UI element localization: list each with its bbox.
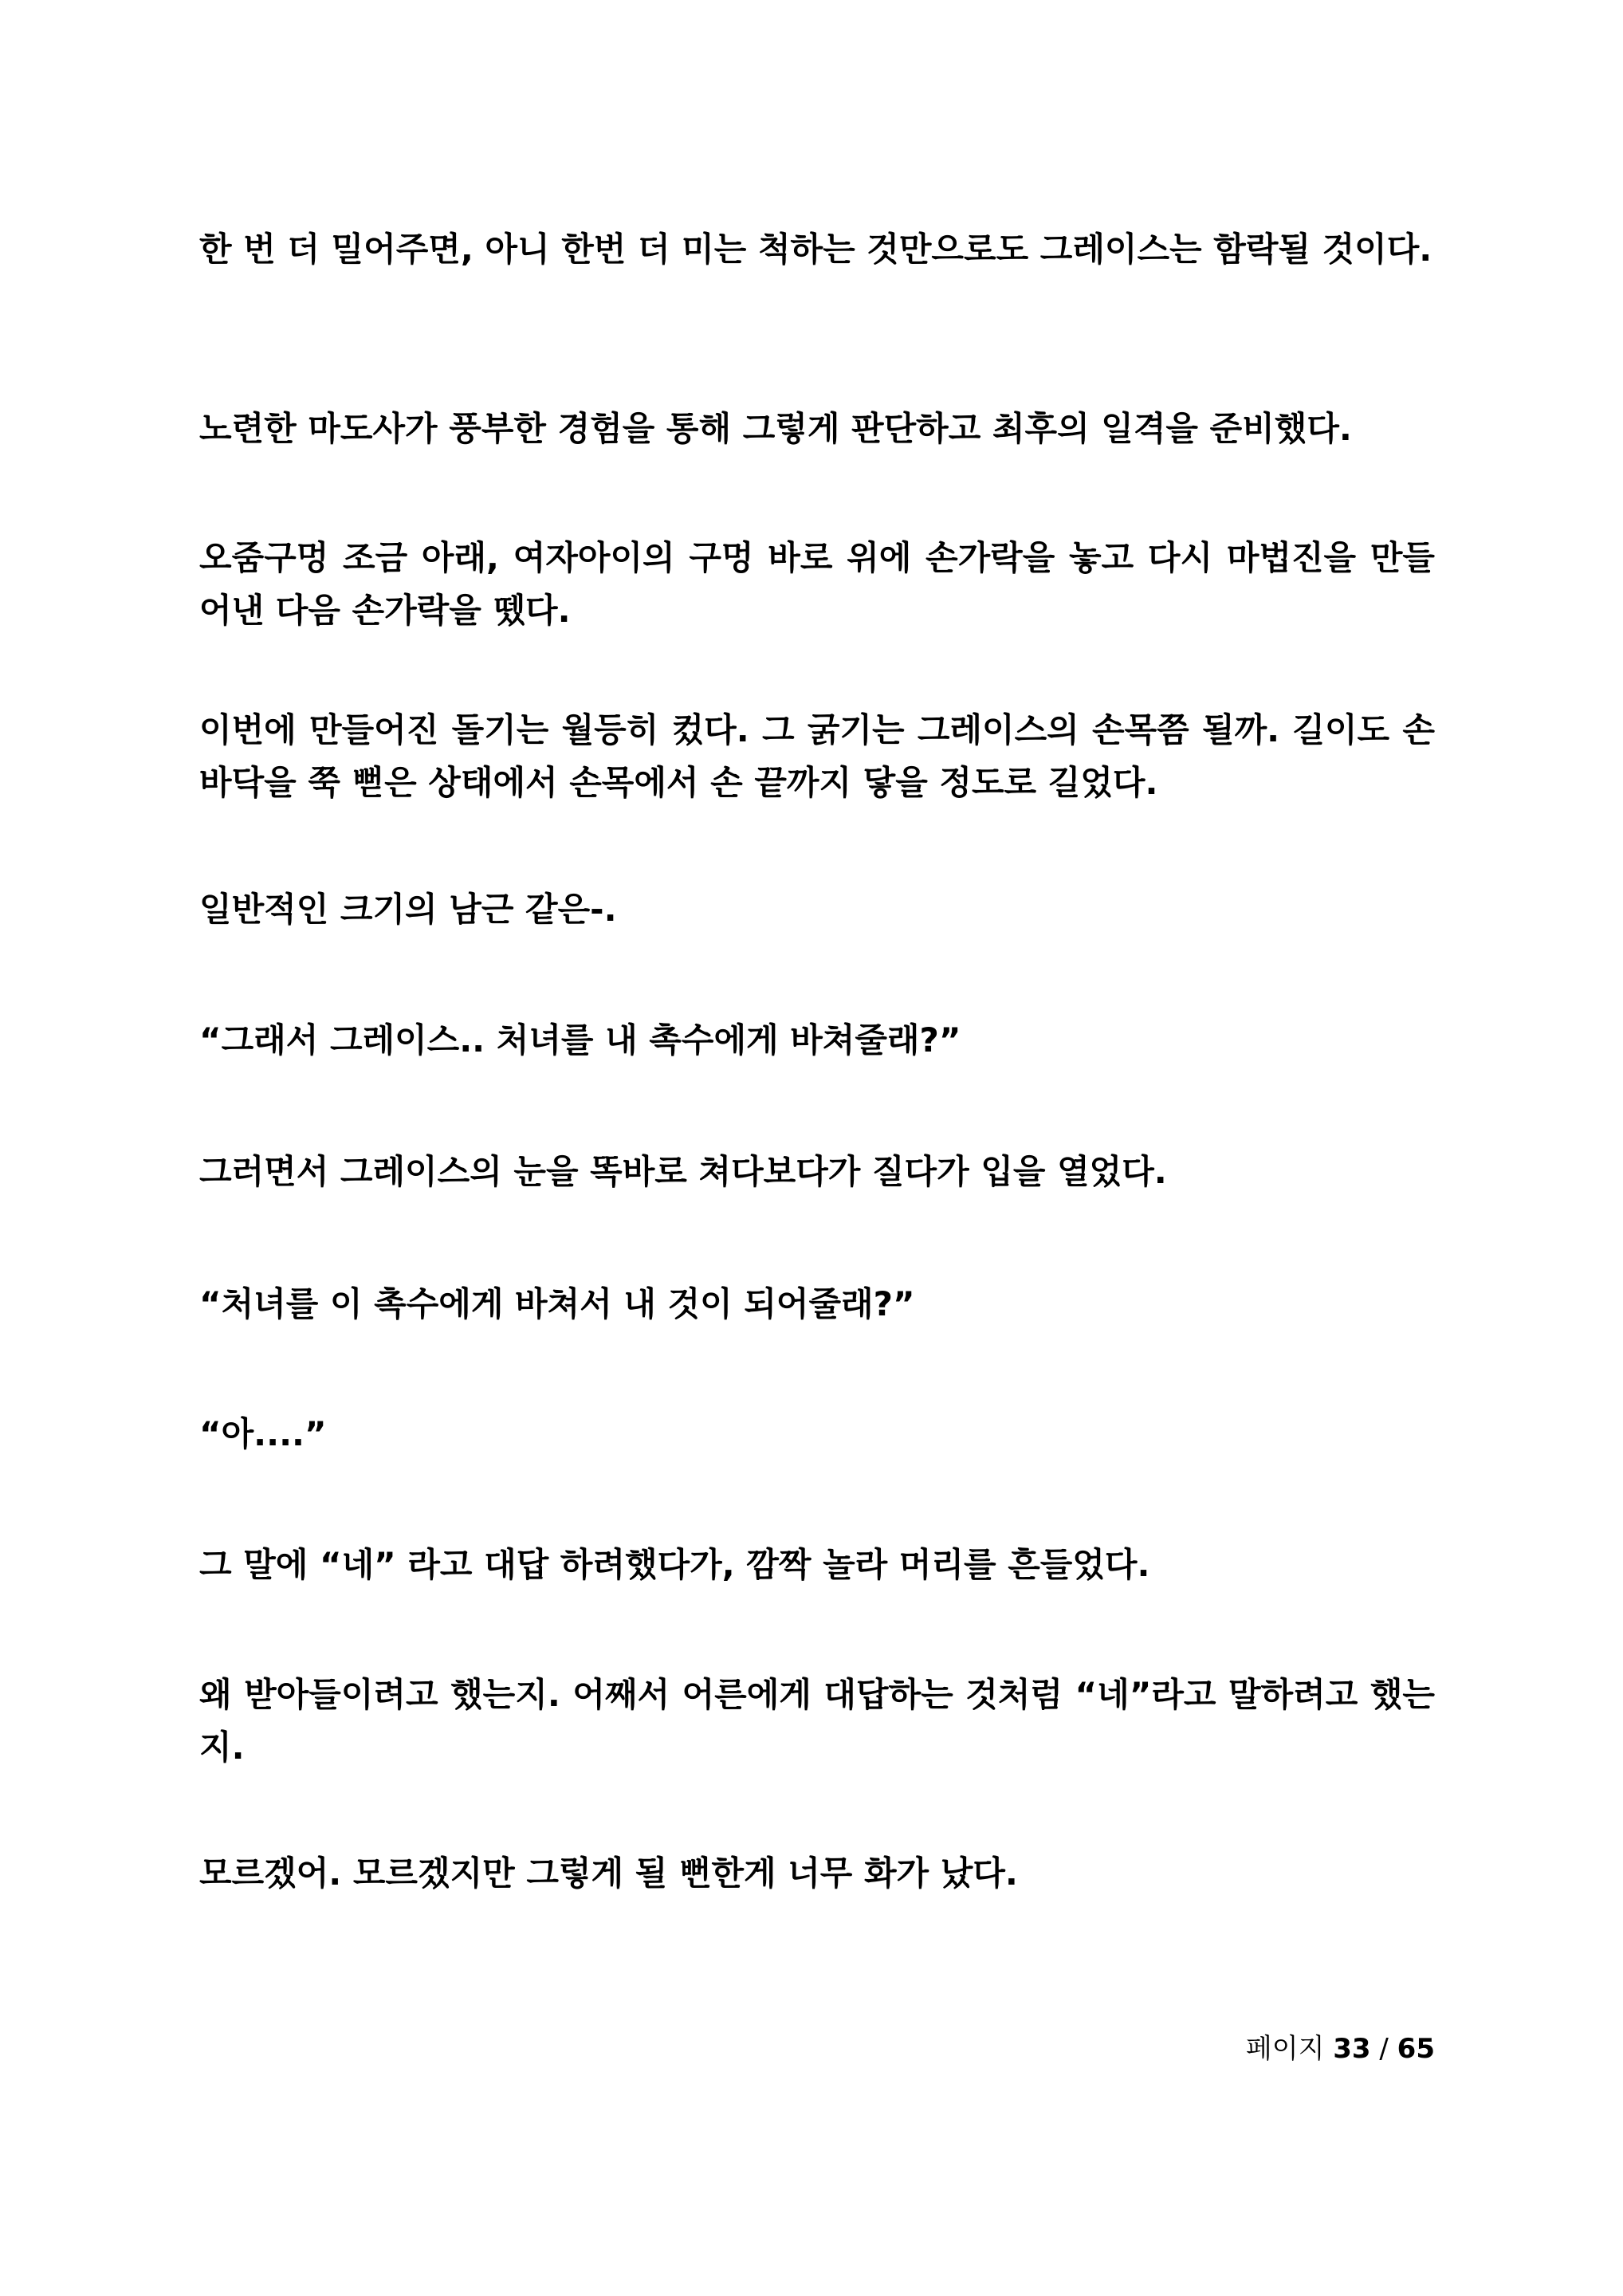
paragraph-12: 모르겠어. 모르겠지만 그렇게 될 뻔한게 너무 화가 났다. bbox=[199, 1854, 1018, 1893]
page-number-footer bbox=[1246, 2029, 1435, 2069]
page-label: 페이지 bbox=[1245, 2033, 1325, 2065]
paragraph-8: “처녀를 이 촉수에게 바쳐서 내 것이 되어줄래?” bbox=[199, 1284, 915, 1323]
paragraph-7: 그러면서 그레이스의 눈을 똑바로 쳐다보다가 질다가 입을 열었다. bbox=[199, 1152, 1167, 1191]
paragraph-3: 오줌구멍 조금 아래, 여자아이의 구멍 바로 위에 손가락을 놓고 다시 마법진을 만들어낸 다음 손가락을 뗐다. bbox=[199, 538, 1435, 630]
page-separator: / bbox=[1379, 2033, 1389, 2065]
paragraph-11: 왜 받아들이려고 했는지. 어째서 어른에게 대답하는 것처럼 “네”라고 말하려고 했는지. bbox=[199, 1675, 1435, 1767]
paragraph-2: 노련한 마도사가 풍부한 경험을 통해 그렇게 판단하고 최후의 일격을 준비했다. bbox=[199, 409, 1352, 448]
total-page-count: 65 bbox=[1397, 2033, 1435, 2065]
paragraph-6: “그래서 그레이스.. 처녀를 내 촉수에게 바쳐줄래?” bbox=[199, 1020, 961, 1060]
paragraph-9: “아....” bbox=[199, 1414, 327, 1453]
paragraph-4: 이번에 만들어진 돌기는 월등히 컸다. 그 굵기는 그레이스의 손목쯤 될까. 길이도 손바닥을 쭉 뻗은 상태에서 손목에서 손 끝까지 닿을 정도로 길었다. bbox=[199, 710, 1435, 802]
paragraph-10: 그 말에 “네” 라고 대답 하려했다가, 깜짝 놀라 머리를 흔들었다. bbox=[199, 1545, 1150, 1584]
paragraph-5: 일반적인 크기의 남근 같은-. bbox=[199, 890, 617, 929]
current-page-number: 33 bbox=[1333, 2033, 1371, 2065]
paragraph-1: 한 번 더 밀어주면, 아니 한번 더 미는 척하는 것만으로도 그레이스는 함락될 것이다. bbox=[199, 230, 1432, 269]
